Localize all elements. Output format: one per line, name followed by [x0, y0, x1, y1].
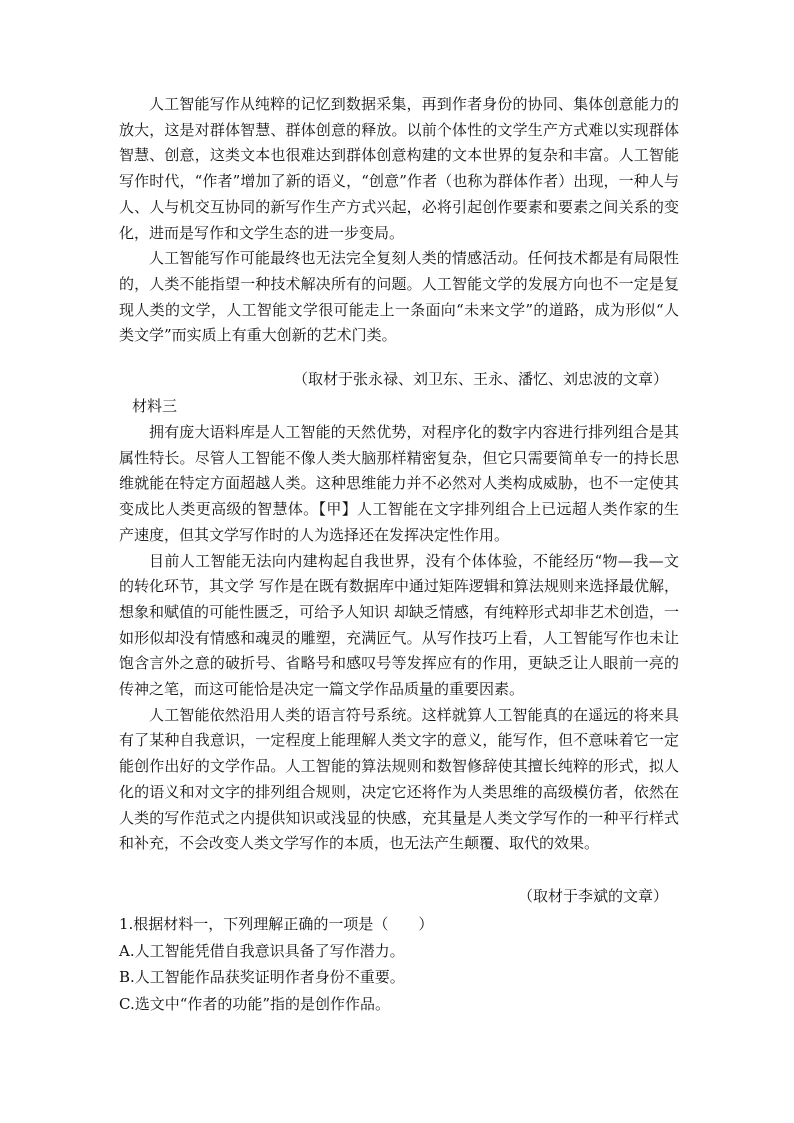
question-stem: 1.根据材料一，下列理解正确的一项是（ ）	[119, 915, 434, 933]
paragraph: 人工智能写作可能最终也无法完全复刻人类的情感活动。任何技术都是有局限性的，人类不能指望一种技术解决所有的问题。人工智能文学的发展方向也不一定是复现人类的文学，人工智能文学很可能走上一条面向“未来文学”的道路，成为形似“人类文学”而实质上有重大创新的艺术门类。	[119, 249, 679, 345]
option-a: A.人工智能凭借自我意识具备了写作潜力。	[119, 941, 405, 960]
option-c: C.选文中“作者的功能”指的是创作作品。	[119, 994, 391, 1013]
question-block	[119, 911, 679, 1017]
paragraph: 拥有庞大语料库是人工智能的天然优势，对程序化的数字内容进行排列组合是其属性特长。尽管人工智能不像人类大脑那样精密复杂，但它只需要简单专一的持长思维就能在特定方面超越人类。这种思维能力并不必然对人类构成威胁，也不一定使其变成比人类更高级的智慧体。【甲】人工智能在文字排列组合上已远超人类作家的生产速度，但其文学写作时的人为选择还在发挥决定性作用。	[119, 423, 679, 544]
source-citation: （取材于张永禄、刘卫东、王永、潘忆、刘忠波的文章）	[292, 370, 668, 388]
material-heading: 材料三	[132, 397, 178, 415]
paragraph: 目前人工智能无法向内建构起自我世界，没有个体体验，不能经历“物—我—文的转化环节，其文学 写作是在既有数据库中通过矩阵逻辑和算法规则来选择最优解，想象和赋值的可能性匮乏，可给予人知识 却缺乏情感，有纯粹形式却非艺术创造，一如形似却没有情感和魂灵的雕塑，充满匠气。从写作技巧上看，人工智能写作也未让饱含言外之意的破折号、省略号和感叹号等发挥应有的作用，更缺乏让人眼前一亮的传神之笔，而这可能恰是决定一篇文学作品质量的重要因素。	[119, 551, 679, 699]
paragraph: 人工智能写作从纯粹的记忆到数据采集，再到作者身份的协同、集体创意能力的放大，这是对群体智慧、群体创意的释放。以前个体性的文学生产方式难以实现群体智慧、创意，这类文本也很难达到群体创意构建的文本世界的复杂和丰富。人工智能写作时代，“作者”增加了新的语义，“创意”作者（也称为群体作者）出现，一种人与人、人与机交互协同的新写作生产方式兴起，必将引起创作要素和要素之间关系的变化，进而是写作和文学生态的进一步变局。	[119, 95, 679, 242]
material-3-body	[119, 420, 679, 857]
paragraph: 人工智能依然沿用人类的语言符号系统。这样就算人工智能真的在遥远的将来具有了某种自我意识，一定程度上能理解人类文字的意义，能写作，但不意味着它一定能创作出好的文学作品。人工智能的算法规则和数智修辞使其擅长纯粹的形式，拟人化的语义和对文字的排列组合规则，决定它还将作为人类思维的高级模仿者，依然在人类的写作范式之内提供知识或浅显的快感，充其量是人类文学写作的一种平行样式和补充，不会改变人类文学写作的本质，也无法产生颠覆、取代的效果。	[119, 705, 679, 853]
source-citation: （取材于李斌的文章）	[517, 887, 668, 905]
option-b: B.人工智能作品获奖证明作者身份不重要。	[119, 968, 405, 986]
material-2-body	[119, 92, 679, 349]
